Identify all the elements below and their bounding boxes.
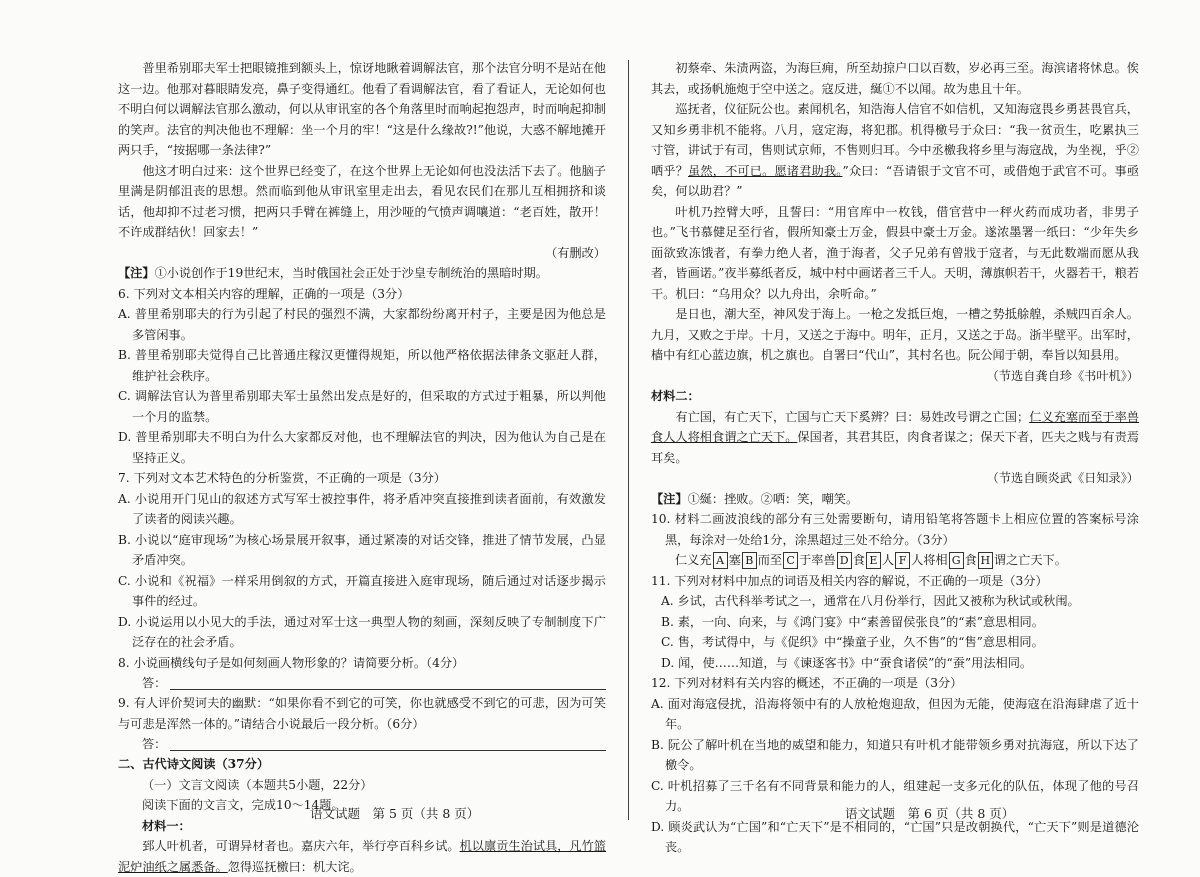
- footnote: [118, 263, 606, 284]
- classical-text: 郅人叶机者，可谓异材者也。嘉庆六年，举行亭百科乡试。: [142, 839, 460, 853]
- answer-line-9[interactable]: [118, 734, 606, 754]
- sentence-segment: 人: [881, 553, 895, 567]
- answer-box-e[interactable]: E: [866, 552, 881, 569]
- answer-box-f[interactable]: F: [895, 552, 910, 569]
- answer-underline: [170, 677, 606, 690]
- classical-text: 忽得巡抚檄曰：机大诧。: [227, 859, 362, 874]
- question-10-sentence: [651, 550, 1139, 571]
- classical-paragraph-1: [118, 836, 606, 877]
- classical-text: ”众曰：“吾请银于文官不可，或借炮于武官不可。事亟矣，何以助君？”: [651, 163, 1139, 198]
- story-paragraph-1: 普里希别耶夫军士把眼镜推到额头上，惊讶地瞅着调解法官，那个法官分明不是站在他这一边。他那对暮眼睛发亮，鼻子变得通红。他看了看调解法官，看了看证人，无论如何也不明白何以调解法官那么激动，何以从审讯室的各个角落里时而响起抱怨声，时而响起抑制的笑声。法官的判决他也不理解：坐一个月的牢！“这是什么缘故?!”他说，大惑不解地摊开两只手，“按据哪一条法律?”: [118, 61, 606, 157]
- subsection-1-heading: （一）文言文阅读（本题共5小题，22分）: [142, 777, 373, 792]
- question-8: 8. 小说画横线句子是如何刻画人物形象的？请简要分析。（4分）: [118, 655, 465, 670]
- question-12-option-a: A. 面对海寇侵扰，沿海将领中有的人放枪炮迎敌，但因为无能，使海寇在沿海肆虐了近十年。: [651, 696, 1139, 731]
- answer-box-h[interactable]: H: [978, 552, 993, 569]
- question-11-option-b: B. 素，一向、向来，与《鸿门宴》中“素善留侯张良”的“素”意思相同。: [661, 614, 1044, 629]
- right-page: [651, 58, 1139, 858]
- classical-paragraph-5: 是日也，潮大至，神风发于海上。一枪之发抵巨炮，一槽之势抵艅艎，杀贼四百余人。九月，又败之于岸。十月，又送之于海中。明年，正月，又送之于岛。浙半壁平。出军时，樯中有红心蓝边旗，机之旗也。自署曰“代山”，其村名也。阮公闻于朝，奉旨以知县用。: [651, 307, 1139, 362]
- question-11-option-a: A. 乡试，古代科举考试之一，通常在八月份举行，因此又被称为秋试或秋闱。: [661, 594, 1080, 608]
- section-2-heading: 二、古代诗文阅读（37分）: [118, 757, 270, 771]
- note-text: ①綖：挫败。②哂：笑，嘲笑。: [687, 491, 859, 506]
- classical-text: 有亡国，有亡天下，亡国与亡天下奚辨？曰：易姓改号谓之亡国；: [675, 409, 1030, 424]
- classical-paragraph-4: 叶机乃控臂大呼，且誓曰：“用官库中一枚钱，借官营中一秤火药而成功者，非男子也。”飞书慕健足至行省，假所知豪士万金，假县中豪士万金。遂浓墨署一纸曰：“少年失乡面欲致冻饿者，有拳力绝人者，渔于海者，父子兄弟有曾戕于寇者，与无此数端而愿从我者，皆画诺。”夜半募纸者反，城中村中画诺者三千人。天明，薄旗帜若干，火器若干，粮若干。机曰：“乌用众？以九舟出，余听命。”: [651, 204, 1139, 301]
- footnote: [651, 489, 1139, 510]
- underlined-sentence: 仁义充塞而至于率兽食人人将相食谓之亡天下。: [651, 409, 1140, 444]
- question-11-option-d: D. 闻，使……知道，与《谏逐客书》中“蚕食诸侯”的“蚕”用法相同。: [661, 655, 1033, 670]
- source-note-1: （节选自龚自珍《书叶机》）: [986, 368, 1139, 383]
- classical-paragraph-3: [651, 99, 1139, 202]
- question-7-option-b: B. 小说以“庭审现场”为核心场景展开叙事，通过紧凑的对话交锋，推进了情节发展，凸显矛盾冲突。: [118, 532, 606, 567]
- sentence-segment: 人将相: [911, 553, 948, 567]
- answer-box-c[interactable]: C: [783, 552, 798, 569]
- sentence-segment: 于率兽: [799, 553, 836, 567]
- classical-text: 保国者，其君其臣，肉食者谋之；保天下者，匹夫之贱与有责焉耳矣。: [651, 430, 1140, 465]
- source-note-2: （节选自顾炎武《日知录》）: [986, 471, 1139, 485]
- question-12-option-d: D. 顾炎武认为“亡国”和“亡天下”是不相同的，“亡国”只是改朝换代，“亡天下”则是道德沦丧。: [651, 819, 1139, 854]
- question-7-option-d: D. 小说运用以小见大的手法，通过对军士这一典型人物的刻画，深刻反映了专制制度下广泛存在的社会矛盾。: [118, 614, 606, 649]
- sentence-segment: 谓之亡天下。: [993, 553, 1067, 567]
- left-page: [118, 58, 606, 877]
- sentence-segment: 食: [852, 553, 865, 567]
- note-text: ①小说创作于19世纪末，当时俄国社会正处于沙皇专制统治的黑暗时期。: [154, 266, 548, 280]
- answer-box-g[interactable]: G: [949, 552, 964, 569]
- note-label: 【注】: [118, 266, 155, 280]
- underlined-sentence: 虽然，不可已。愿诸君助我。: [688, 163, 843, 178]
- question-7-option-c: C. 小说和《祝福》一样采用倒叙的方式，开篇直接进入庭审现场，随后通过对话逐步揭示事件的经过。: [118, 573, 606, 608]
- question-9: 9. 有人评价契诃夫的幽默：“如果你看不到它的可笑，你也就感受不到它的可悲，因为可笑与可悲是浑然一体的。”请结合小说最后一段分析。（6分）: [118, 696, 606, 731]
- question-12-option-b: B. 阮公了解叶机在当地的威望和能力，知道只有叶机才能带领乡勇对抗海寇，所以下达了檄令。: [651, 737, 1139, 772]
- note-label: 【注】: [651, 491, 688, 506]
- classical-text: 巡抚者，仪征阮公也。素闻机名，知浩海人信官不如信机，又知海寇畏乡勇甚畏官兵，又知乡勇非机不能将。八月，寇定海，将犯郡。机得檄号于众曰：“我一贫贡生，吃累执三寸管，讲试于有司，售则试京师，不售则归耳。今中丞檄我将乡里与海寇战，为坐视，乎②哂乎？: [651, 102, 1139, 178]
- answer-line-8[interactable]: [118, 673, 606, 693]
- sentence-segment: 仁义充: [675, 553, 712, 567]
- answer-box-b[interactable]: B: [742, 552, 757, 569]
- question-12-option-c: C. 叶机招募了三千名有不同背景和能力的人，组建起一支多元化的队伍，体现了他的号召力。: [651, 778, 1139, 813]
- answer-box-d[interactable]: D: [837, 552, 852, 569]
- question-11-option-c: C. 售，考试得中，与《促织》中“操童子业，久不售”的“售”意思相同。: [661, 635, 1044, 649]
- question-6: 6. 下列对文本相关内容的理解，正确的一项是（3分）: [118, 286, 410, 301]
- question-10: 10. 材料二画波浪线的部分有三处需要断句，请用铅笔将答题卡上相应位置的答案标号涂黑，每涂对一处给1分，涂黑超过三处不给分。（3分）: [651, 512, 1139, 547]
- classical-paragraph-2: 初蔡牵、朱渍两盗，为海巨痈，所至劫掠户口以百数，岁必再三至。海滨诸将怵息。俟其去，或扬帆施炮于空中送之。寇反进，綖①不以闻。故为患且十年。: [651, 61, 1139, 96]
- source-note: （有删改）: [545, 245, 606, 260]
- question-12: 12. 下列对材料有关内容的概述，不正确的一项是（3分）: [651, 676, 963, 690]
- sentence-segment: 食: [964, 553, 977, 567]
- question-7: 7. 下列对文本艺术特色的分析鉴赏，不正确的一项是（3分）: [118, 471, 446, 485]
- answer-label: 答：: [142, 736, 167, 751]
- question-7-option-a: A. 小说用开门见山的叙述方式写军士被控事件，将矛盾冲突直接推到读者面前，有效激发了读者的阅读兴趣。: [118, 491, 606, 526]
- story-paragraph-2: 他这才明白过来：这个世界已经变了，在这个世界上无论如何也没法活下去了。他脑子里满是阴郁沮丧的思想。然而临到他从审讯室里走出去，看见农民们在那儿互相拥挤和谈话，他却抑不过老习惯，把两只手臂在裤缝上，用沙哑的气愤声调嚷道：“老百姓，散开！不许成群结伙！回家去！”: [118, 163, 606, 239]
- page-divider: [628, 60, 629, 820]
- question-6-option-a: A. 普里希别耶夫的行为引起了村民的强烈不满，大家都纷纷离开村子，主要是因为他总是多管闲事。: [118, 307, 606, 342]
- page-footer-right: 语文试题 第 6 页（共 8 页）: [845, 806, 1015, 821]
- answer-label: 答：: [142, 675, 167, 690]
- page-footer-left: 语文试题 第 5 页（共 8 页）: [310, 806, 480, 821]
- question-6-option-c: C. 调解法官认为普里希别耶夫军士虽然出发点是好的，但采取的方式过于粗暴，所以判他一个月的监禁。: [118, 389, 606, 424]
- question-6-option-d: D. 普里希别耶夫不明白为什么大家都反对他，也不理解法官的判决，因为他认为自己是在坚持正义。: [118, 430, 606, 465]
- question-11: 11. 下列对材料中加点的词语及相关内容的解说，不正确的一项是（3分）: [651, 573, 1048, 588]
- answer-box-a[interactable]: A: [713, 552, 728, 569]
- sentence-segment: 而至: [757, 553, 783, 567]
- instruction: 阅读下面的文言文，完成10～14题。: [142, 798, 344, 812]
- material-1-label: 材料一：: [142, 818, 191, 833]
- sentence-segment: 塞: [728, 553, 741, 567]
- answer-underline: [170, 738, 606, 751]
- material-2-label: 材料二：: [651, 389, 700, 403]
- material-2-text: [651, 407, 1139, 469]
- question-6-option-b: B. 普里希别耶夫觉得自己比普通庄稼汉更懂得规矩，所以他严格依据法律条文驱赶人群，维护社会秩序。: [118, 348, 606, 383]
- underlined-sentence: 机以廪贡生治试具，凡竹篮泥炉油纸之属悉备。: [118, 839, 607, 874]
